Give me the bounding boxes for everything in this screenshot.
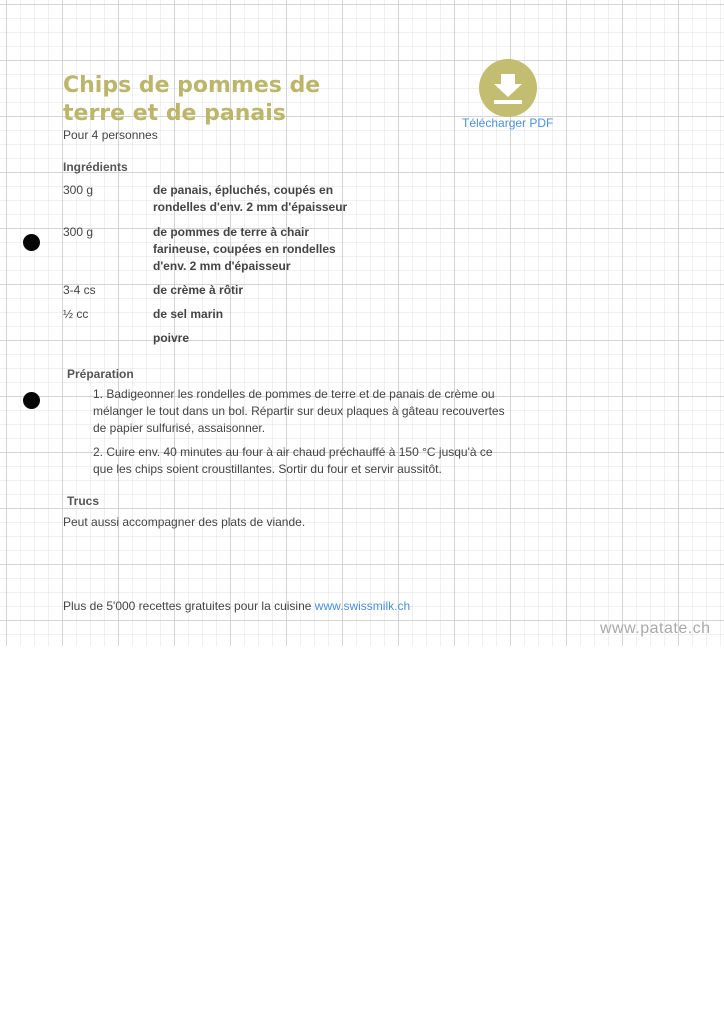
tips-heading: Trucs: [67, 494, 100, 508]
ingredients-heading: Ingrédients: [63, 160, 128, 174]
tips-text: Peut aussi accompagner des plats de viande.: [63, 515, 306, 529]
ingredient-name: de sel marin: [153, 307, 224, 321]
preparation-step: 1. Badigeonner les rondelles de pommes de terre et de panais de crème ou mélanger le tout dans un bol. Répartir sur deux plaques à gâteau recouvertes de papier sulfurisé, assaisonner.: [93, 387, 505, 435]
swissmilk-link[interactable]: www.swissmilk.ch: [314, 599, 411, 613]
ingredient-quantity: ½ cc: [63, 307, 89, 321]
ingredient-name: de crème à rôtir: [153, 283, 244, 297]
preparation-step: 2. Cuire env. 40 minutes au four à air chaud préchauffé à 150 °C jusqu'à ce que les chips soient croustillantes. Sortir du four et servir aussitôt.: [93, 445, 493, 476]
recipe-title: Chips de pommes de terre et de panais: [63, 73, 321, 126]
download-pdf-button[interactable]: [479, 59, 537, 117]
punch-hole: [23, 392, 40, 409]
watermark: www.patate.ch: [600, 620, 711, 637]
servings-text: Pour 4 personnes: [63, 128, 158, 142]
ingredient-quantity: 3-4 cs: [63, 283, 96, 297]
footer-message: Plus de 5'000 recettes gratuites pour la cuisine: [63, 599, 312, 613]
footer-text: [63, 599, 410, 613]
download-pdf-link[interactable]: Télécharger PDF: [462, 116, 554, 130]
ingredient-name: poivre: [153, 331, 190, 345]
ingredient-name: de panais, épluchés, coupés en rondelles d'env. 2 mm d'épaisseur: [153, 183, 348, 214]
punch-hole: [23, 234, 40, 251]
ingredient-quantity: 300 g: [63, 183, 94, 197]
ingredient-name: de pommes de terre à chair farineuse, coupées en rondelles d'env. 2 mm d'épaisseur: [153, 225, 336, 273]
ingredient-quantity: 300 g: [63, 225, 94, 239]
download-arrow-icon: [479, 59, 537, 117]
preparation-heading: Préparation: [67, 367, 134, 381]
